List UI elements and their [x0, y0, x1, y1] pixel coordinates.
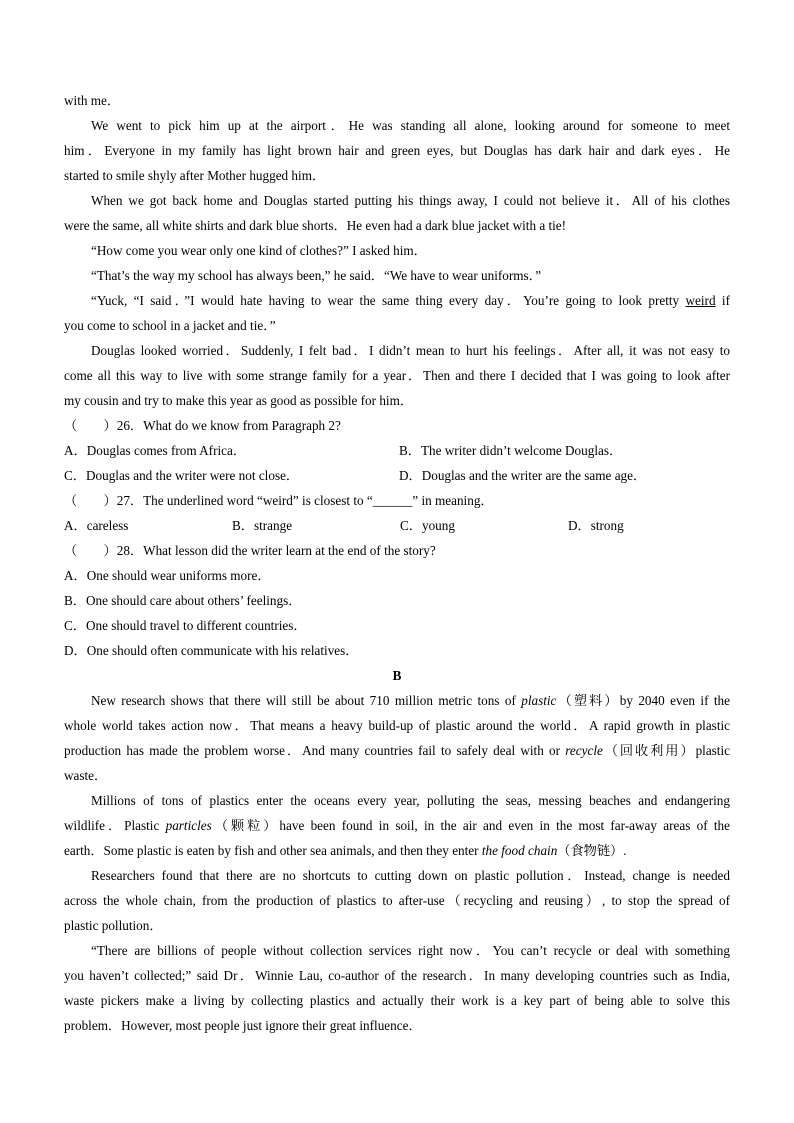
paragraph-line: plastic pollution． — [64, 918, 163, 933]
option-a: A．careless — [64, 518, 129, 533]
option-c: C．Douglas and the writer were not close． — [64, 468, 300, 483]
question-26-options — [64, 438, 730, 463]
paragraph-line: you haven’t collected;” said Dr．Winnie Lau, co-author of the research．In many developing countries such as India, — [64, 968, 730, 983]
paragraph-line — [64, 288, 730, 313]
paragraph-line: Douglas looked worried．Suddenly, I felt bad．I didn’t mean to hurt his feelings．After all, it was not easy to — [91, 343, 730, 358]
question-26-options — [64, 463, 730, 488]
paragraph-line: my cousin and try to make this year as good as possible for him． — [64, 393, 414, 408]
italic-term: the food chain — [481, 843, 558, 858]
paragraph-line: with me． — [64, 93, 121, 108]
paragraph-line: “That’s the way my school has always been,” he said．“We have to wear uniforms．” — [91, 268, 542, 283]
text-run: “Yuck, “I said．”I would hate having to wear the same thing every day．You’re going to look pretty — [91, 293, 686, 308]
paragraph-line: We went to pick him up at the airport．He was standing all alone, looking around for someone to meet — [91, 118, 730, 133]
text-run: if — [715, 293, 730, 308]
paragraph-line: “How come you wear only one kind of clothes?” I asked him． — [91, 243, 427, 258]
option-b: B．strange — [232, 518, 293, 533]
option-b: B．The writer didn’t welcome Douglas． — [399, 443, 623, 458]
paragraph-line — [64, 688, 730, 713]
option-c: C．young — [400, 518, 455, 533]
question-26-stem: （ ）26．What do we know from Paragraph 2? — [64, 418, 341, 433]
text-run: earth．Some plastic is eaten by fish and other sea animals, and then they enter — [64, 843, 482, 858]
option-d: D．strong — [568, 518, 624, 533]
option-a: A．One should wear uniforms more． — [64, 568, 271, 583]
text-run: （食物链）. — [557, 843, 627, 858]
question-27-options — [64, 513, 730, 538]
underlined-word: weird — [685, 293, 716, 308]
option-c: C．One should travel to different countries． — [64, 618, 307, 633]
option-d: D．One should often communicate with his relatives． — [64, 643, 359, 658]
paragraph-line: waste． — [64, 768, 108, 783]
text-run: （塑料）by 2040 even if the — [556, 693, 730, 708]
text-run: （回收利用）plastic — [602, 743, 730, 758]
text-run: （颗粒）have been found in soil, in the air and even in the most far-away areas of the — [211, 818, 730, 833]
paragraph-line: were the same, all white shirts and dark blue shorts．He even had a dark blue jacket with a tie! — [64, 218, 567, 233]
option-b: B．One should care about others’ feelings． — [64, 593, 302, 608]
paragraph-line: problem．However, most people just ignore their great influence． — [64, 1018, 422, 1033]
document-page — [64, 88, 730, 1038]
paragraph-line — [64, 813, 730, 838]
paragraph-line: across the whole chain, from the production of plastics to after-use（recycling and reusing）, to stop the spread of — [64, 893, 730, 908]
question-28-stem: （ ）28．What lesson did the writer learn at the end of the story? — [64, 543, 436, 558]
text-run: wildlife．Plastic — [64, 818, 166, 833]
paragraph-line — [64, 838, 730, 863]
paragraph-line: waste pickers make a living by collecting plastics and actually their work is a key part of being able to solve this — [64, 993, 730, 1008]
paragraph-line: whole world takes action now．That means a heavy build-up of plastic around the world．A rapid growth in plastic — [64, 718, 730, 733]
option-a: A．Douglas comes from Africa． — [64, 443, 247, 458]
paragraph-line: “There are billions of people without collection services right now．You can’t recycle or deal with something — [91, 943, 730, 958]
italic-term: plastic — [521, 693, 557, 708]
paragraph-line: started to smile shyly after Mother hugged him． — [64, 168, 326, 183]
paragraph-line: come all this way to live with some strange family for a year．Then and there I decided that I was going to look after — [64, 368, 730, 383]
paragraph-line: When we got back home and Douglas started putting his things away, I could not believe it．All of his clothes — [91, 193, 730, 208]
paragraph-line — [64, 738, 730, 763]
paragraph-line: Researchers found that there are no shortcuts to cutting down on plastic pollution．Instead, change is needed — [91, 868, 730, 883]
paragraph-line: Millions of tons of plastics enter the oceans every year, polluting the seas, messing beaches and endangering — [91, 793, 730, 808]
section-heading: B — [392, 668, 402, 683]
option-d: D．Douglas and the writer are the same age． — [399, 468, 647, 483]
question-27-stem: （ ）27．The underlined word “weird” is closest to “______” in meaning． — [64, 493, 494, 508]
paragraph-line: you come to school in a jacket and tie．” — [64, 318, 276, 333]
text-run: production has made the problem worse．And many countries fail to safely deal with or — [64, 743, 566, 758]
text-run: New research shows that there will still be about 710 million metric tons of — [91, 693, 522, 708]
italic-term: recycle — [565, 743, 603, 758]
paragraph-line: him．Everyone in my family has light brown hair and green eyes, but Douglas has dark hair and dark eyes．He — [64, 143, 730, 158]
italic-term: particles — [165, 818, 212, 833]
